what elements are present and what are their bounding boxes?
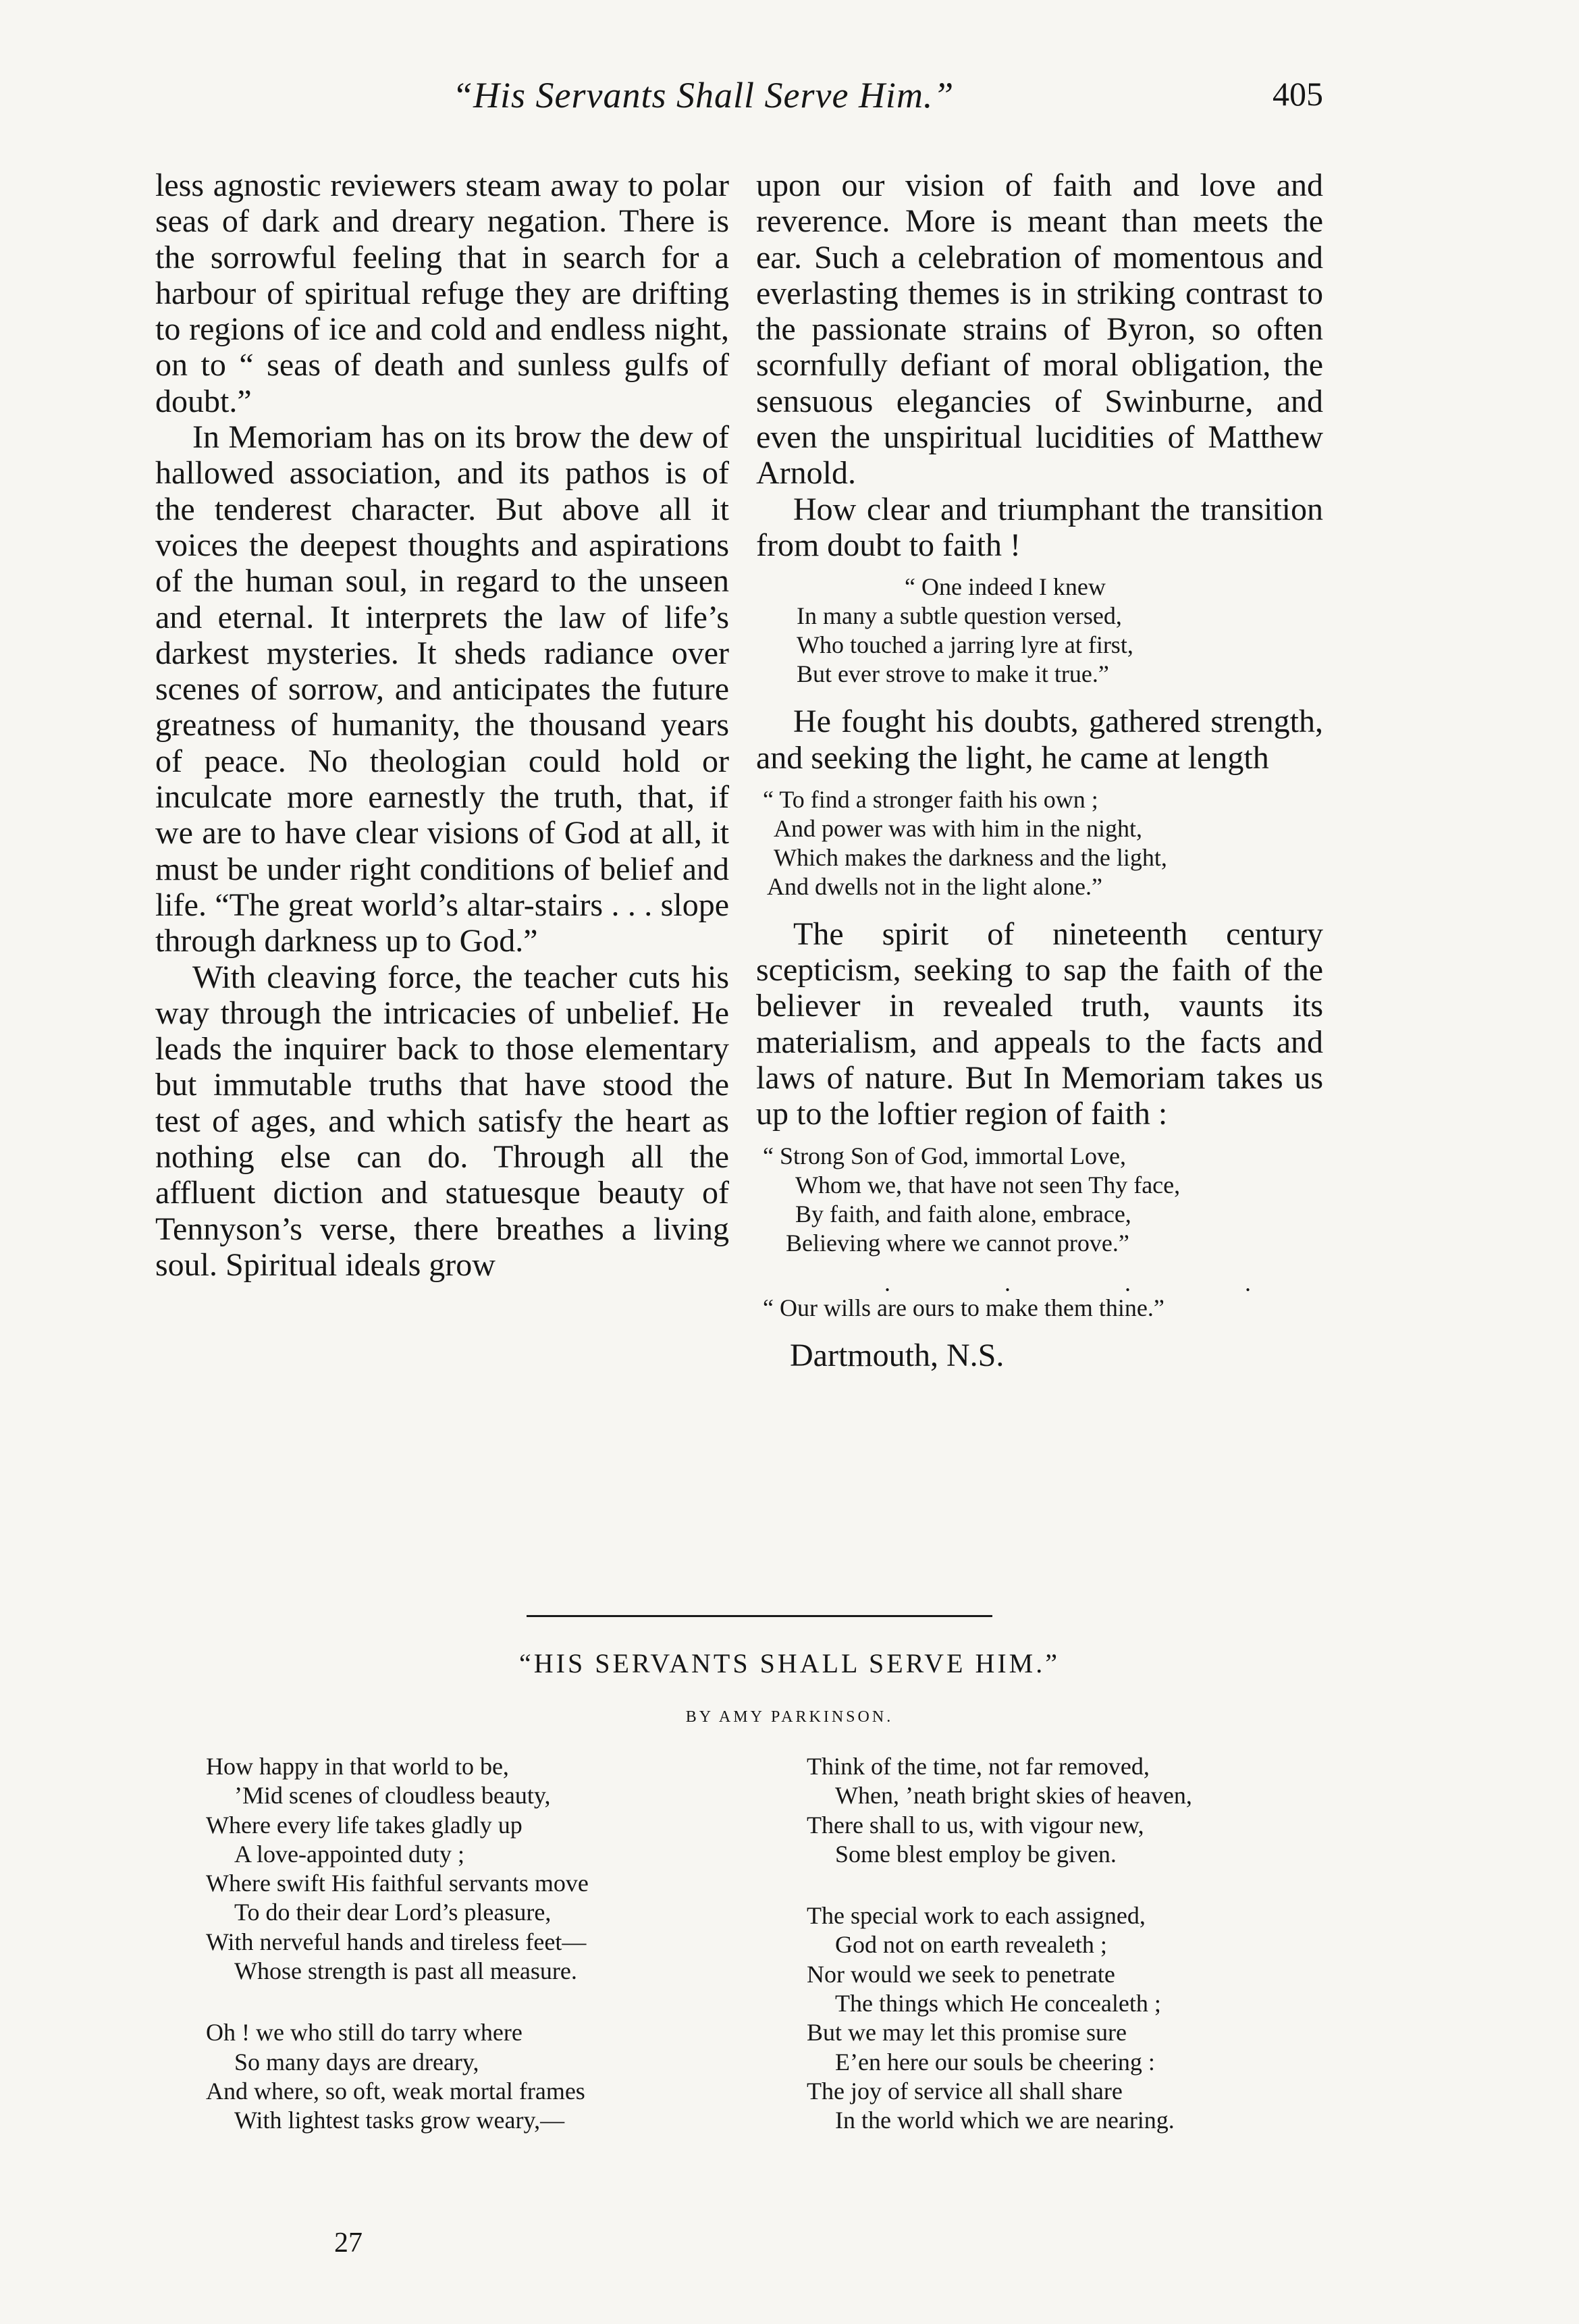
poem-line: In the world which we are nearing.: [835, 2107, 1175, 2134]
poem-line: God not on earth revealeth ;: [835, 1931, 1107, 1959]
poem-line: So many days are dreary,: [234, 2048, 479, 2076]
article-right-column: [756, 167, 1323, 1373]
verse-line: “ To find a stronger faith his own ;: [763, 785, 1098, 813]
page-number: 405: [1273, 75, 1323, 113]
poem-stanza: [807, 1752, 1347, 1869]
poem-title: “HIS SERVANTS SHALL SERVE HIM.”: [519, 1648, 1060, 1679]
poem-line: The things which He concealeth ;: [835, 1990, 1161, 2017]
quoted-verse: [756, 573, 1323, 689]
running-header: [155, 74, 1323, 122]
verse-line: In many a subtle question versed,: [797, 602, 1122, 630]
poem-line: Whose strength is past all measure.: [234, 1957, 577, 1985]
poem-stanza: [206, 2018, 746, 2135]
ellipsis-dots: . . . .: [884, 1269, 1305, 1296]
poem-line: Think of the time, not far removed,: [807, 1753, 1150, 1780]
article-signature: Dartmouth, N.S.: [790, 1337, 1005, 1373]
poem-line: Oh ! we who still do tarry where: [206, 2019, 523, 2046]
verse-line: Believing where we cannot prove.”: [786, 1229, 1129, 1257]
poem-stanza: [807, 1901, 1347, 2135]
poem-line: Some blest employ be given.: [835, 1840, 1117, 1868]
poem-line: And where, so oft, weak mortal frames: [206, 2077, 585, 2105]
article-paragraph: less agnostic reviewers steam away to polar seas of dark and dreary negation. There is the sorrowful feeling that in search for a harbour of spiritual refuge they are drifting to regions of ice and cold and endless night, on to “ seas of death and sunless gulfs of doubt.”: [155, 167, 729, 419]
article-paragraph: How clear and triumphant the transition from doubt to faith !: [756, 491, 1323, 563]
poem-line: The special work to each assigned,: [807, 1902, 1146, 1930]
article-paragraph: The spirit of nineteenth century scepticism, seeking to sap the faith of the believer in revealed truth, vaunts its materialism, and appeals to the facts and laws of nature. But In Memoriam takes us up to the loftier region of faith :: [756, 916, 1323, 1132]
poem-line: When, ’neath bright skies of heaven,: [835, 1782, 1192, 1810]
poem-stanza: [206, 1752, 746, 1986]
verse-line: Which makes the darkness and the light,: [774, 843, 1167, 871]
section-divider: [527, 1615, 992, 1617]
verse-line: And power was with him in the night,: [774, 814, 1142, 842]
verse-line: By faith, and faith alone, embrace,: [795, 1200, 1131, 1227]
article-paragraph: upon our vision of faith and love and reverence. More is meant than meets the ear. Such a celebration of momentous and everlasting themes is in striking contrast to the passionate strains of Byron, so often scornfully defiant of moral obligation, the sensuous elegancies of Swinburne, and even the unspiritual lucidities of Matthew Arnold.: [756, 167, 1323, 492]
verse-line: “ One indeed I knew: [905, 573, 1106, 601]
poem-line: Where every life takes gladly up: [206, 1811, 523, 1839]
poem-line: A love-appointed duty ;: [234, 1840, 464, 1868]
poem-line: With nerveful hands and tireless feet—: [206, 1928, 587, 1955]
quoted-verse: [756, 1142, 1323, 1258]
verse-line: And dwells not in the light alone.”: [767, 872, 1102, 900]
verse-line: Whom we, that have not seen Thy face,: [795, 1171, 1181, 1198]
poem-line: How happy in that world to be,: [206, 1753, 509, 1780]
article-paragraph: He fought his doubts, gathered strength, and seeking the light, he came at length: [756, 704, 1323, 776]
verse-line: But ever strove to make it true.”: [797, 660, 1109, 688]
poem-line: The joy of service all shall share: [807, 2077, 1123, 2105]
poem-left-column: [206, 1752, 746, 2168]
article-paragraph: With cleaving force, the teacher cuts his way through the intricacies of unbelief. He leads the inquirer back to those elementary but immutable truths that have stood the test of ages, and which satisfy the heart as nothing else can do. Through all the affluent diction and statuesque beauty of Tennyson’s verse, there breathes a living soul. Spiritual ideals grow: [155, 959, 729, 1283]
poem-line: But we may let this promise sure: [807, 2019, 1127, 2046]
quoted-verse: [756, 785, 1323, 901]
poem-line: There shall to us, with vigour new,: [807, 1811, 1144, 1839]
poem-author: BY AMY PARKINSON.: [685, 1708, 894, 1726]
signature-mark: 27: [334, 2227, 363, 2259]
poem-line: Nor would we seek to penetrate: [807, 1960, 1115, 1988]
article-left-column: [155, 167, 729, 1283]
poem-line: With lightest tasks grow weary,—: [234, 2107, 565, 2134]
poem-line: E’en here our souls be cheering :: [835, 2048, 1155, 2076]
poem-line: To do their dear Lord’s pleasure,: [234, 1899, 552, 1926]
article-paragraph: In Memoriam has on its brow the dew of hallowed association, and its pathos is of the tenderest character. But above all it voices the deepest thoughts and aspirations of the human soul, in regard to the unseen and eternal. It interprets the law of life’s darkest mysteries. It sheds radiance over scenes of sorrow, and anticipates the future greatness of humanity, the thousand years of peace. No theologian could hold or inculcate more earnestly the truth, that, if we are to have clear visions of God at all, it must be under right conditions of belief and life. “The great world’s altar-stairs . . . slope through darkness up to God.”: [155, 419, 729, 959]
running-title: “His Servants Shall Serve Him.”: [452, 75, 955, 115]
poem-line: ’Mid scenes of cloudless beauty,: [234, 1782, 551, 1810]
verse-line: “ Strong Son of God, immortal Love,: [763, 1142, 1126, 1169]
poem-line: Where swift His faithful servants move: [206, 1870, 589, 1897]
verse-line: “ Our wills are ours to make them thine.”: [763, 1294, 1165, 1321]
poem-right-column: [807, 1752, 1347, 2168]
verse-line: Who touched a jarring lyre at first,: [797, 631, 1133, 659]
